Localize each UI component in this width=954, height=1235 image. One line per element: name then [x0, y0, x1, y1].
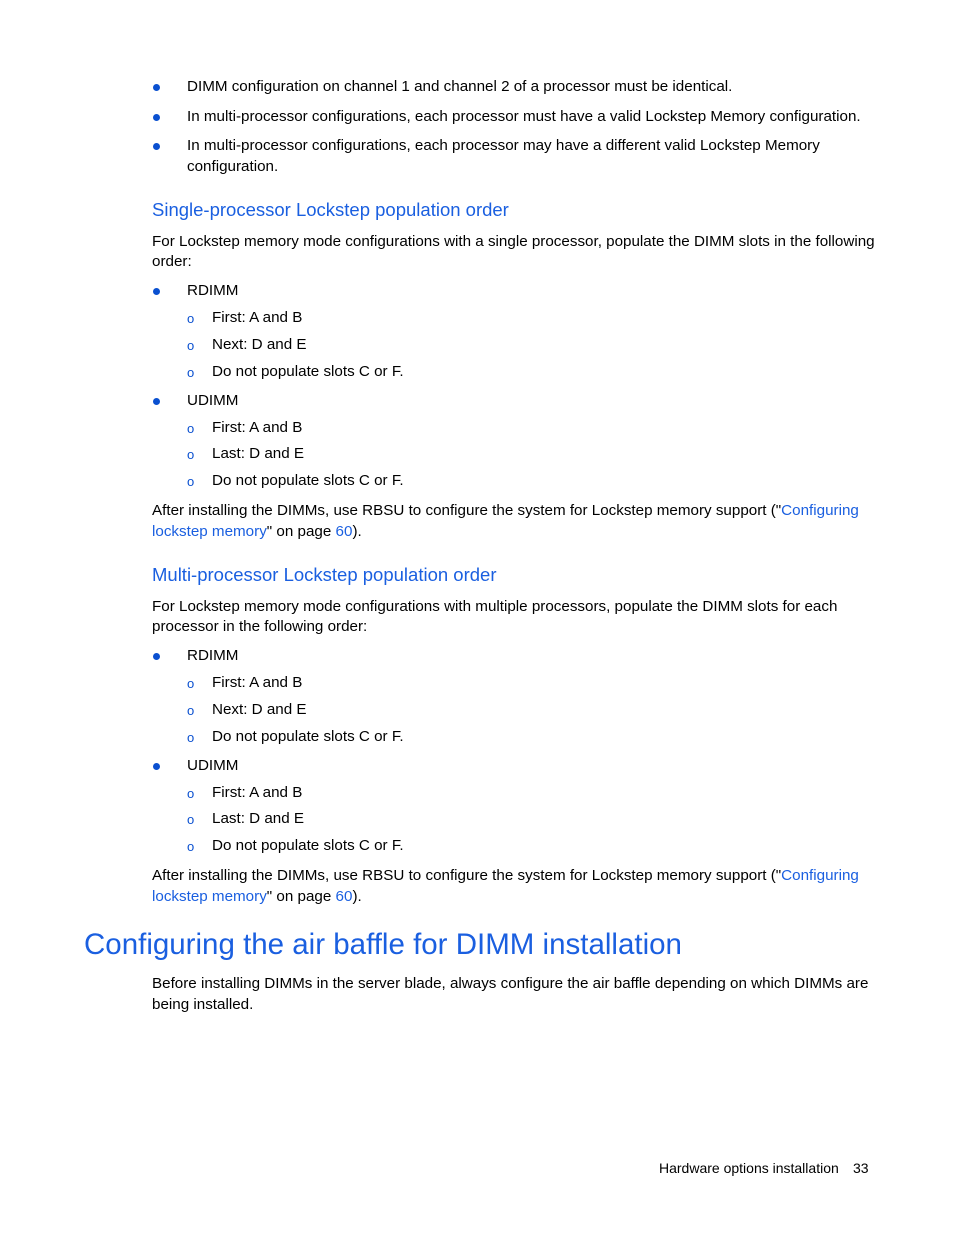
- intro-bullet-text-continued: configuration.: [187, 158, 279, 175]
- single-rdimm-item: Next: D and E: [212, 336, 307, 353]
- single-after-line1: [152, 502, 859, 519]
- multi-intro-line1: For Lockstep memory mode configurations with multiple processors, populate the DIMM slots for each: [152, 598, 838, 615]
- multi-rdimm-label: RDIMM: [187, 647, 239, 664]
- circle-bullet-icon: o: [187, 474, 195, 489]
- multi-rdimm-item: Do not populate slots C or F.: [212, 728, 404, 745]
- multi-rdimm-item: Next: D and E: [212, 701, 307, 718]
- configuring-lockstep-link[interactable]: lockstep memory: [152, 523, 267, 540]
- circle-bullet-icon: o: [187, 447, 195, 462]
- configuring-lockstep-link[interactable]: Configuring: [781, 867, 859, 884]
- section-title: Configuring the air baffle for DIMM installation: [84, 928, 682, 961]
- circle-bullet-icon: o: [187, 676, 195, 691]
- bullet-icon: [153, 653, 160, 660]
- single-rdimm-label: RDIMM: [187, 282, 239, 299]
- intro-bullet-text: In multi-processor configurations, each processor may have a different valid Lockstep Memory: [187, 137, 820, 154]
- multi-processor-heading: Multi-processor Lockstep population order: [152, 564, 497, 585]
- bullet-icon: [153, 143, 160, 150]
- multi-after-line1: [152, 867, 859, 884]
- circle-bullet-icon: o: [187, 839, 195, 854]
- page-ref-link[interactable]: 60: [335, 523, 353, 540]
- intro-bullet-text: In multi-processor configurations, each processor must have a valid Lockstep Memory configuration.: [187, 108, 861, 125]
- single-udimm-item: Do not populate slots C or F.: [212, 472, 404, 489]
- bullet-icon: [153, 288, 160, 295]
- multi-udimm-item: First: A and B: [212, 784, 303, 801]
- single-intro-line2: order:: [152, 253, 192, 270]
- single-udimm-item: Last: D and E: [212, 445, 305, 462]
- configuring-lockstep-link[interactable]: lockstep memory: [152, 888, 267, 905]
- multi-after-line2: [152, 888, 362, 905]
- single-udimm-label: UDIMM: [187, 392, 239, 409]
- single-after-text: " on page: [266, 523, 336, 540]
- circle-bullet-icon: o: [187, 786, 195, 801]
- single-rdimm-item: Do not populate slots C or F.: [212, 363, 404, 380]
- circle-bullet-icon: o: [187, 812, 195, 827]
- footer-page-number: 33: [853, 1160, 869, 1176]
- multi-after-text: ).: [352, 888, 362, 905]
- section-para-line1: Before installing DIMMs in the server blade, always configure the air baffle depending on which DIMMs are: [152, 975, 869, 992]
- intro-bullet-text: DIMM configuration on channel 1 and channel 2 of a processor must be identical.: [187, 78, 733, 95]
- circle-bullet-icon: o: [187, 421, 195, 436]
- multi-udimm-label: UDIMM: [187, 757, 239, 774]
- single-processor-heading: Single-processor Lockstep population order: [152, 199, 509, 220]
- circle-bullet-icon: o: [187, 338, 195, 353]
- configuring-lockstep-link[interactable]: Configuring: [781, 502, 859, 519]
- circle-bullet-icon: o: [187, 703, 195, 718]
- multi-intro-line2: processor in the following order:: [152, 618, 368, 635]
- single-after-text: ).: [352, 523, 362, 540]
- multi-after-text: After installing the DIMMs, use RBSU to configure the system for Lockstep memory support (": [152, 867, 782, 884]
- circle-bullet-icon: o: [187, 730, 195, 745]
- multi-udimm-item: Do not populate slots C or F.: [212, 837, 404, 854]
- circle-bullet-icon: o: [187, 365, 195, 380]
- footer-section-name: Hardware options installation: [659, 1160, 839, 1176]
- single-rdimm-item: First: A and B: [212, 309, 303, 326]
- circle-bullet-icon: o: [187, 311, 195, 326]
- bullet-icon: [153, 398, 160, 405]
- bullet-icon: [153, 84, 160, 91]
- single-after-line2: [152, 523, 362, 540]
- bullet-icon: [153, 114, 160, 121]
- multi-after-text: " on page: [266, 888, 336, 905]
- page-ref-link[interactable]: 60: [335, 888, 353, 905]
- single-udimm-item: First: A and B: [212, 419, 303, 436]
- multi-udimm-item: Last: D and E: [212, 810, 305, 827]
- section-para-line2: being installed.: [152, 996, 254, 1013]
- single-after-text: After installing the DIMMs, use RBSU to configure the system for Lockstep memory support (": [152, 502, 782, 519]
- multi-rdimm-item: First: A and B: [212, 674, 303, 691]
- bullet-icon: [153, 763, 160, 770]
- single-intro-line1: For Lockstep memory mode configurations with a single processor, populate the DIMM slots in the following: [152, 233, 875, 250]
